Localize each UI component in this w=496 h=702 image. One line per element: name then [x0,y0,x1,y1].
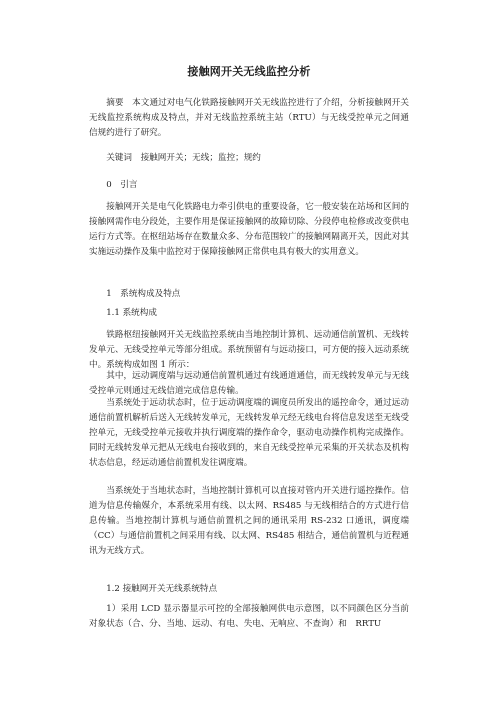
section-1-2-paragraph-1: 1）采用 LCD 显示器显示可控的全部接触网供电示意图，以不同颜色区分当前对象状态（合、分、当地、远动、有电、失电、无响应、不查询）和 RRTU [89,604,409,629]
section-1-1-heading: 1.1 系统构成 [106,308,157,318]
document-page [89,0,409,702]
section-1-1-paragraph-4: 当系统处于当地状态时，当地控制计算机可以直接对管内开关进行遥控操作。信道为信息传输媒介，本系统采用有线、以太网、RS485 与无线相结合的方式进行信息传输。当地控制计算机与通信前置机之间的通讯采用 RS-232 口通讯，调度端（CC）与通信前置机之间采用有线、以太网、RS485 相结合，通信前置机与近程通讯为无线方式。 [89,486,409,556]
section-1-heading: 1 系统构成及特点 [106,289,181,299]
section-1-1-paragraph-3: 当系统处于远动状态时，位于远动调度端的调度员所发出的遥控命令，通过远动通信前置机解析后送入无线转发单元，无线转发单元经无线电台将信息发送至无线受控单元，无线受控单元接收并执行调度端的操作命令，驱动电动操作机构完成操作。同时无线转发单元把从无线电台接收到的，来自无线受控单元采集的开关状态及机构状态信息，经远动通信前置机发往调度端。 [89,398,409,468]
keywords-line: 关键词 接触网开关；无线；监控；规约 [106,153,261,163]
abstract-paragraph: 摘要 本文通过对电气化铁路接触网开关无线监控进行了介绍，分析接触网开关无线监控系统构成及特点，并对无线监控系统主站（RTU）与无线受控单元之间通信规约进行了研究。 [89,98,409,138]
section-0-paragraph-1: 接触网开关是电气化铁路电力牵引供电的重要设备，它一般安装在站场和区间的接触网需作电分段处，主要作用是保证接触网的故障切除、分段停电检修或改变供电运行方式等。在枢纽站场存在数量众多、分布范围较广的接触网隔离开关，因此对其实施远动操作及集中监控对于保障接触网正常供电具有极大的实用意义。 [89,202,409,257]
section-1-1-paragraph-1: 铁路枢纽接触网开关无线监控系统由当地控制计算机、远动通信前置机、无线转发单元、无线受控单元等部分组成。系统预留有与远动接口，可方便的接入远动系统中。系统构成如图 1 所示： [89,330,409,370]
section-1-1-paragraph-2: 其中，远动调度端与远动通信前置机通过有线通道通信，而无线转发单元与无线受控单元则通过无线信道完成信息传输。 [89,371,409,396]
section-0-heading: 0 引言 [106,180,138,190]
section-1-2-heading: 1.2 接触网开关无线系统特点 [106,584,218,594]
paper-title: 接触网开关无线监控分析 [187,65,311,78]
